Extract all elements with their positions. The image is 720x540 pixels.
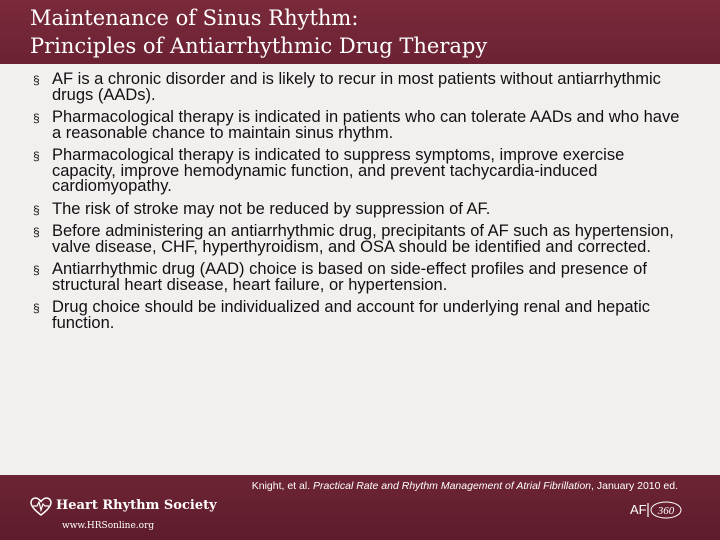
bullet-text: AF is a chronic disorder and is likely to recur in most patients without antiarrhythmic drugs (AADs). <box>52 70 661 104</box>
bullet-text: The risk of stroke may not be reduced by suppression of AF. <box>52 199 491 218</box>
bullet-item <box>33 262 688 293</box>
svg-text:AF: AF <box>630 502 647 517</box>
citation-prefix: Knight, et al. <box>251 480 314 492</box>
bullet-marker: § <box>33 301 40 315</box>
title-bar <box>0 0 720 64</box>
bullet-text: Drug choice should be individualized and account for underlying renal and hepatic function. <box>52 298 651 332</box>
bullet-list <box>33 72 688 338</box>
bullet-item <box>33 72 688 103</box>
bullet-marker: § <box>33 73 40 87</box>
bullet-text: Pharmacological therapy is indicated in patients who can tolerate AADs and who have a reasonable chance to maintain sinus rhythm. <box>52 108 680 142</box>
citation-suffix: , January 2010 ed. <box>591 480 678 492</box>
bullet-item <box>33 199 688 218</box>
citation-book-title: Practical Rate and Rhythm Management of Atrial Fibrillation <box>313 480 592 492</box>
logo-text: Heart Rhythm Society <box>56 498 217 513</box>
bullet-text: Antiarrhythmic drug (AAD) choice is based on side-effect profiles and presence of structural heart disease, heart failure, or hypertension. <box>52 260 647 294</box>
bullet-marker: § <box>33 149 40 163</box>
bullet-item <box>33 224 688 255</box>
bullet-item <box>33 300 688 331</box>
heart-rhythm-society-logo-icon <box>30 497 52 517</box>
slide-title-line-1: Maintenance of Sinus Rhythm: <box>30 6 359 30</box>
af360-badge-icon <box>628 498 684 522</box>
citation <box>252 480 678 492</box>
bullet-item <box>33 110 688 141</box>
heart-rhythm-society-logo <box>30 497 220 519</box>
svg-text:360: 360 <box>657 505 675 517</box>
bullet-marker: § <box>33 263 40 277</box>
bullet-marker: § <box>33 111 40 125</box>
bullet-text: Before administering an antiarrhythmic drug, precipitants of AF such as hypertension, valve disease, CHF, hyperthyroidism, and OSA should be identified and corrected. <box>52 222 674 256</box>
bullet-text: Pharmacological therapy is indicated to suppress symptoms, improve exercise capacity, improve hemodynamic function, and prevent tachycardia-induced cardiomyopathy. <box>52 146 625 195</box>
bullet-marker: § <box>33 225 40 239</box>
footer-url: www.HRSonline.org <box>62 521 155 531</box>
slide-title-line-2: Principles of Antiarrhythmic Drug Therapy <box>30 34 488 58</box>
bullet-marker: § <box>33 202 40 217</box>
bullet-item <box>33 148 688 195</box>
